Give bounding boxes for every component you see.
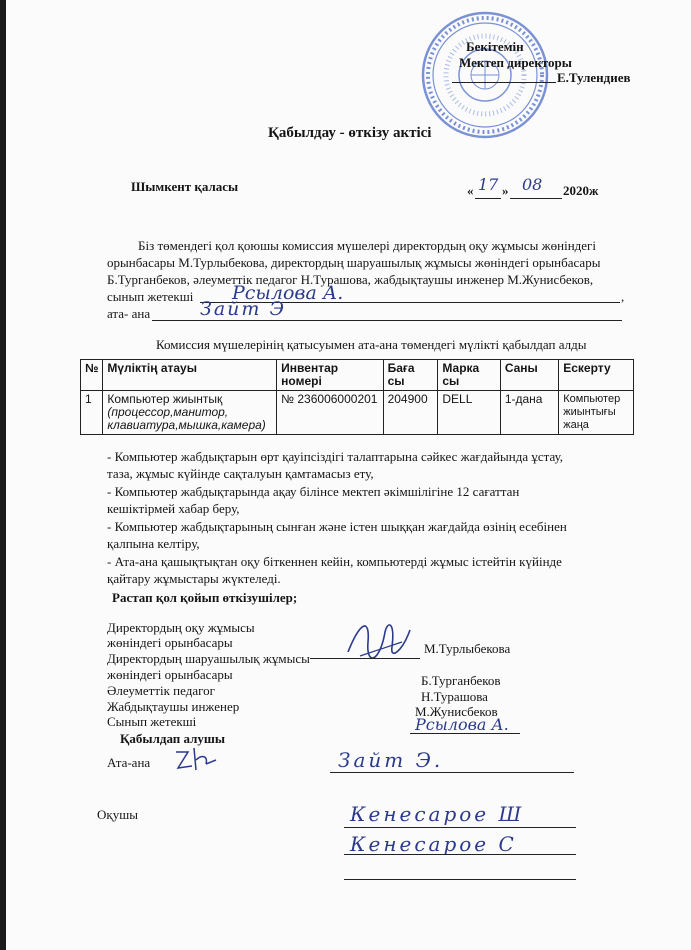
date-month: 08 <box>522 175 543 194</box>
row-inventory: № 236006000201 <box>277 391 383 435</box>
row-item-title: Компьютер жиынтық <box>107 392 223 406</box>
condition-line: таза, жұмыс күйінде сақталуын қамтамасыз ету, <box>107 466 374 481</box>
condition-line: - Компьютер жабдықтарының сынған және істен шыққан жағдайда өзінің есебінен <box>107 519 567 534</box>
intro-line3: Б.Турганбеков, әлеуметтік педагог Н.Турашова, жабдықтаушы инженер М.Жунисбеков, <box>107 272 594 287</box>
signer-name: Б.Турганбеков <box>421 673 501 688</box>
row-price: 204900 <box>383 391 438 435</box>
signature-scribble <box>340 612 420 668</box>
header-inventory: Инвентар номері <box>277 360 383 391</box>
approval-signature-line <box>452 82 556 83</box>
date-month-line <box>510 198 562 199</box>
signer-role: жөніндегі орынбасары <box>107 635 233 650</box>
row-item-name <box>103 391 277 435</box>
student-line-1 <box>344 827 576 828</box>
condition-line: - Ата-ана қашықтықтан оқу біткеннен кейін, компьютерді жұмыс істейтін күйінде <box>107 554 562 569</box>
table-row <box>81 391 634 435</box>
city: Шымкент қаласы <box>131 179 239 194</box>
signer-role: Директордың оқу жұмысы <box>107 620 255 635</box>
parent-handwritten-intro: Зайт Э <box>200 298 286 320</box>
scan-edge-left <box>0 0 6 950</box>
header-note: Ескерту <box>559 360 634 391</box>
table-intro: Комиссия мүшелерінің қатысуымен ата-ана төмендегі мүлікті қабылдап алды <box>156 337 587 352</box>
parent-line <box>330 772 574 773</box>
document-title: Қабылдау - өткізу актісі <box>268 125 432 141</box>
teacher-sign-line <box>410 733 520 734</box>
signer-role: Жабдықтаушы инженер <box>107 699 240 714</box>
condition-line: қалпына келтіру, <box>107 536 200 551</box>
condition-line: қайтару жұмыстары жүктеледі. <box>107 571 281 586</box>
intro-line2: орынбасары М.Турлыбекова, директордың шаруашылық жұмысы жөніндегі орынбасары <box>107 255 601 270</box>
parent-line-intro <box>152 320 622 321</box>
parent-signature <box>170 742 220 776</box>
condition-line: кешіктірмей хабар беру, <box>107 501 240 516</box>
date-day: 17 <box>478 175 499 194</box>
row-brand: DELL <box>438 391 500 435</box>
signer-name: М.Жунисбеков <box>415 704 498 719</box>
parent-label-intro: ата- ана <box>107 306 151 321</box>
inventory-table <box>80 359 634 435</box>
receivers-heading: Қабылдап алушы <box>120 731 226 746</box>
row-number: 1 <box>81 391 103 435</box>
date-day-line <box>475 198 501 199</box>
line-comma: , <box>621 289 625 304</box>
approval-line1: Бекітемін <box>466 39 524 54</box>
row-quantity: 1-дана <box>500 391 558 435</box>
row-item-detail: (процессор,манитор, клавиатура,мышка,камера) <box>107 405 266 432</box>
student-handwritten-2: Кенесарое С <box>350 832 517 856</box>
row-note: Компьютер жиынтығы жаңа <box>559 391 634 435</box>
header-brand: Марка сы <box>438 360 500 391</box>
class-teacher-handwritten: Рсылова А. <box>232 282 344 304</box>
date-year: 2020ж <box>563 183 599 198</box>
header-item-name: Мүліктің атауы <box>103 360 277 391</box>
signer-role: Әлеуметтік педагог <box>107 683 215 698</box>
signature-line <box>310 658 420 659</box>
approval-line2: Мектеп директоры <box>459 55 572 70</box>
confirm-heading: Растап қол қойып өткізушілер; <box>112 590 298 605</box>
student-handwritten-1: Кенесарое Ш <box>350 802 525 826</box>
signer-name: Н.Турашова <box>421 689 488 704</box>
intro-line1: Біз төмендегі қол қоюшы комиссия мүшелері директордың оқу жұмысы жөніндегі <box>138 238 597 253</box>
signer-name: М.Турлыбекова <box>424 641 511 656</box>
parent-label: Ата-ана <box>107 755 151 770</box>
header-quantity: Саны <box>500 360 558 391</box>
school-stamp <box>418 8 552 142</box>
parent-handwritten: Зайт Э. <box>338 748 444 772</box>
header-number: № <box>81 360 103 391</box>
table-header-row <box>81 360 634 391</box>
student-line-2 <box>344 854 576 855</box>
signer-role: жөніндегі орынбасары <box>107 667 233 682</box>
date-open-quote: « <box>467 183 474 198</box>
signer-name-handwritten: Рсылова А. <box>415 715 509 734</box>
condition-line: - Компьютер жабдықтарында ақау білінсе мектеп әкімшілігіне 12 сағаттан <box>107 484 520 499</box>
student-label: Оқушы <box>97 807 138 822</box>
condition-line: - Компьютер жабдықтарын өрт қауіпсіздігі талаптарына сәйкес жағдайында ұстау, <box>107 449 564 464</box>
date-close-quote: » <box>502 183 509 198</box>
class-teacher-label: сынып жетекші <box>107 289 194 304</box>
student-line-3 <box>344 879 576 880</box>
header-price: Баға сы <box>383 360 438 391</box>
signer-role: Сынып жетекші <box>107 714 197 729</box>
signer-role: Директордың шаруашылық жұмысы <box>107 651 310 666</box>
director-name: Е.Тулендиев <box>557 70 631 85</box>
